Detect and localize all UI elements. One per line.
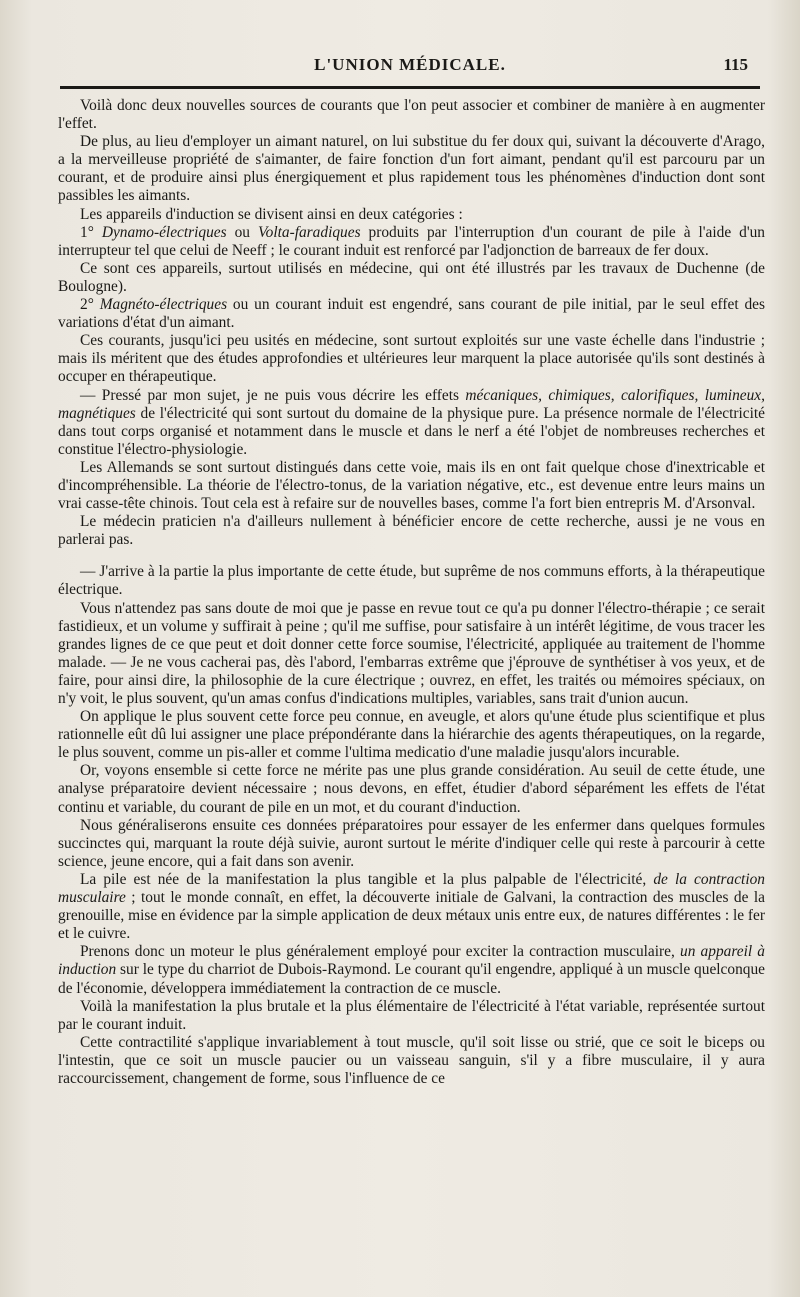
text-run: produits par l'interruption d'un courant de pile à l'aide d'un interrupteur tel que celui de Neeff ; le courant induit est renforcé par l'adjonction de barreaux de fer doux.: [58, 223, 766, 259]
paragraph: [58, 133, 765, 205]
text-run: 1°: [80, 223, 102, 241]
paragraph: [58, 600, 765, 709]
paragraph: [58, 563, 765, 599]
text-run: ou un courant induit est engendré, sans courant de pile initial, par le seul effet des variations d'état d'un aimant.: [58, 296, 765, 332]
text-run: — J'arrive à la partie la plus importante de cette étude, but suprême de nos communs efforts, à la thérapeutique électrique.: [58, 563, 765, 599]
text-run: Or, voyons ensemble si cette force ne mérite pas une plus grande considération. Au seuil de cette étude, une analyse préparatoire devient nécessaire ; nous devons, en effet, étudier d'abord séparément les effets de l'état continu et variable, du courant de pile en un mot, et du courant d'induction.: [58, 762, 765, 816]
paragraph: [58, 224, 765, 260]
paragraph: [58, 708, 765, 762]
paragraph: [58, 871, 765, 943]
italic-text: Volta-faradiques: [257, 223, 361, 241]
text-run: Prenons donc un moteur le plus généralement employé pour exciter la contraction musculaire,: [80, 943, 680, 961]
paragraph: [58, 1034, 765, 1088]
text-run: Voilà la manifestation la plus brutale et la plus élémentaire de l'électricité à l'état variable, représentée surtout par le courant induit.: [58, 997, 765, 1033]
italic-text: Dynamo-électriques: [101, 223, 227, 241]
text-run: 2°: [80, 296, 100, 314]
text-run: Cette contractilité s'applique invariablement à tout muscle, qu'il soit lisse ou strié, que ce soit le biceps ou l'intestin, que ce soit un muscle paucier ou un vaisseau sanguin, s'il y a fibre musculaire, il y aura raccourcissement, changement de forme, sous l'influence de ce: [58, 1033, 765, 1087]
text-run: Le médecin praticien n'a d'ailleurs nullement à bénéficier encore de cette recherche, aussi je ne vous en parlerai pas.: [58, 513, 765, 549]
paragraph: [58, 296, 765, 332]
header-rule: [60, 86, 760, 89]
paragraph: [58, 513, 765, 549]
paragraph: [58, 97, 765, 133]
paragraph: [58, 206, 765, 224]
text-run: Ces courants, jusqu'ici peu usités en médecine, sont surtout exploités sur une vaste échelle dans l'industrie ; mais ils méritent que des études approfondies et ultérieures leur marquent la place autorisée qu'ils sont destinés à occuper en thérapeutique.: [58, 332, 765, 386]
text-run: — Pressé par mon sujet, je ne puis vous décrire les effets: [80, 386, 466, 404]
text-run: Les appareils d'induction se divisent ainsi en deux catégories :: [80, 205, 463, 223]
paragraph: [58, 260, 765, 296]
italic-text: un appareil à induction: [58, 943, 765, 979]
text-run: ou: [226, 223, 258, 241]
paragraph: [58, 332, 765, 386]
running-title: L'UNION MÉDICALE.: [314, 55, 506, 74]
paragraph: [58, 387, 765, 459]
italic-text: mécaniques, chimiques, calorifiques, lumineux, magnétiques: [58, 386, 765, 422]
paragraph: [58, 998, 765, 1034]
text-run: Ce sont ces appareils, surtout utilisés en médecine, qui ont été illustrés par les travaux de Duchenne (de Boulogne).: [58, 259, 765, 295]
body-text: [58, 97, 765, 1088]
italic-text: Magnéto-électriques: [99, 296, 228, 314]
text-run: de l'électricité qui sont surtout du domaine de la physique pure. La présence normale de l'électricité dans tout corps organisé et notamment dans le muscle et dans le nerf a été l'objet de nombreuses recherches et constitue l'électro-physiologie.: [58, 404, 765, 458]
text-run: sur le type du charriot de Dubois-Raymond. Le courant qu'il engendre, appliqué à un muscle quelconque de l'économie, développera immédiatement la contraction de ce muscle.: [58, 961, 765, 997]
text-run: De plus, au lieu d'employer un aimant naturel, on lui substitue du fer doux qui, suivant la découverte d'Arago, a la merveilleuse propriété de s'aimanter, de faire fonction d'un fort aimant, pendant qu'il est parcouru par un courant, et de produire ainsi plus énergiquement et plus rapidement tous les phénomènes d'induction dont sont passibles les aimants.: [58, 133, 765, 205]
italic-text: de la contraction musculaire: [58, 870, 765, 907]
text-run: La pile est née de la manifestation la plus tangible et la plus palpable de l'électricité,: [80, 870, 654, 888]
text-run: ; tout le monde connaît, en effet, la découverte initiale de Galvani, la contraction des muscles de la grenouille, mise en évidence par la simple application de deux métaux unis entre eux, de natures différentes : le fer et le cuivre.: [58, 889, 765, 943]
paragraph: [58, 762, 765, 816]
paragraph: [58, 943, 765, 997]
paragraph: [58, 459, 765, 513]
text-run: Vous n'attendez pas sans doute de moi que je passe en revue tout ce qu'a pu donner l'électro-thérapie ; ce serait fastidieux, et un volume y suffirait à peine ; qu'il me suffise, pour satisfaire à un intérêt légitime, de vous tracer les grandes lignes de ce que peut et doit donner cette force soumise, l'électricité, appliquée au traitement de l'homme malade. — Je ne vous cacherai pas, dès l'abord, l'embarras extrême que j'éprouve de synthétiser à vos yeux, et de faire, pour ainsi dire, la philosophie de la cure électrique ; ouvrez, en effet, les traités ou mémoires spéciaux, on n'y voit, le plus souvent, qu'un amas confus d'indications multiples, variables, sans trait d'union aucun.: [58, 599, 765, 707]
paragraph: [58, 817, 765, 871]
text-run: Les Allemands se sont surtout distingués dans cette voie, mais ils en ont fait quelque chose d'inextricable et d'incompréhensible. La théorie de l'électro-tonus, de la variation négative, etc., est devenue entre leurs mains un vrai casse-tête chinois. Tout cela est à refaire sur de nouvelles bases, comme l'a fort bien entrepris M. d'Arsonval.: [58, 458, 765, 513]
text-run: Nous généraliserons ensuite ces données préparatoires pour essayer de les enfermer dans quelques formules succinctes qui, marquant la route déjà suivie, auront surtout le mérite d'indiquer celle qui reste à parcourir à cette science, jeune encore, qui a fait dans son avenir.: [58, 816, 765, 870]
page-number: 115: [723, 55, 748, 74]
text-run: Voilà donc deux nouvelles sources de courants que l'on peut associer et combiner de manière à en augmenter l'effet.: [58, 97, 765, 133]
page-header: [60, 55, 760, 79]
text-run: On applique le plus souvent cette force peu connue, en aveugle, et alors qu'une étude plus scientifique et plus rationnelle eût dû lui assigner une place prépondérante dans la hiérarchie des agents thérapeutiques, on la regarde, le plus souvent, comme un pis-aller et comme l'ultima medicatio d'une maladie jusqu'alors incurable.: [58, 708, 765, 762]
